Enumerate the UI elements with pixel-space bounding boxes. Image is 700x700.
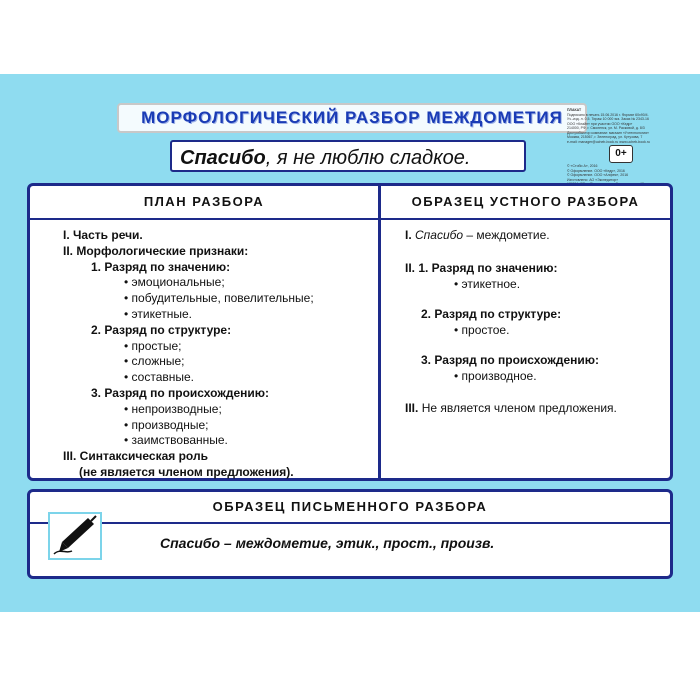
publisher-line: Подписано в печать 15.06.2016 г. Формат 60х90/4. xyxy=(567,112,649,117)
plan-line: • эмоциональные; xyxy=(124,275,225,290)
age-rating-badge: 0+ xyxy=(609,145,633,163)
plan-line: • побудительные, повелительные; xyxy=(124,291,314,306)
written-header-divider xyxy=(30,522,670,524)
plan-line: • непроизводные; xyxy=(124,401,222,416)
oral-text: – междометие. xyxy=(466,228,550,242)
column-divider xyxy=(378,186,381,478)
publisher-line: Уч.-изд. л. 0,5. Тираж 10 000 экз. Заказ № 2343-16 xyxy=(567,117,649,121)
example-sentence xyxy=(170,140,526,172)
page-title: МОРФОЛОГИЧЕСКИЙ РАЗБОР МЕЖДОМЕТИЯ xyxy=(117,103,587,133)
publisher-line: e-mail: manager@ucheb-book.ru www.ucheb-book.ru xyxy=(567,139,650,144)
oral-num: III. xyxy=(405,401,419,415)
example-rest: , я не люблю сладкое. xyxy=(265,147,471,169)
written-sample-text: Спасибо – междометие, этик., прост., произв. xyxy=(160,535,495,551)
plan-line: • заимствованные. xyxy=(124,433,228,448)
plan-header: ПЛАН РАЗБОРА xyxy=(143,194,265,209)
plan-line: 1. Разряд по значению: xyxy=(91,259,231,274)
written-sample-header: ОБРАЗЕЦ ПИСЬМЕННОГО РАЗБОРА xyxy=(212,499,488,514)
publisher-line: ООО «Клайн» при участии ООО «Кедр» xyxy=(567,121,633,126)
plan-line: (не является членом предложения). xyxy=(79,465,294,479)
publisher-line: Москва, 215067, г. Зеленоград, ул. Кутузова, 7 xyxy=(567,135,643,139)
oral-num: I. xyxy=(405,228,412,242)
plan-line: II. Морфологические признаки: xyxy=(63,243,249,258)
oral-line-1 xyxy=(405,228,550,242)
header-divider xyxy=(30,218,670,220)
publisher-info xyxy=(567,108,687,144)
plan-line: 2. Разряд по структуре: xyxy=(91,322,232,337)
oral-line-6: 3. Разряд по происхождению: xyxy=(421,353,600,367)
pen-icon xyxy=(48,512,102,560)
copyright-line: Изготовлено: АО «Экспедитор» xyxy=(567,177,619,182)
oral-word: Спасибо xyxy=(415,228,464,242)
analysis-table xyxy=(27,183,673,481)
plan-line: III. Синтаксическая роль xyxy=(63,449,208,464)
copyright-line: © Оформление. ООО «Алфея», 2016 xyxy=(567,173,629,177)
oral-sample-header: ОБРАЗЕЦ УСТНОГО РАЗБОРА xyxy=(411,194,640,209)
plan-line: • составные. xyxy=(124,370,195,385)
oral-text: Не является членом предложения. xyxy=(421,401,617,415)
plan-line: I. Часть речи. xyxy=(63,228,143,242)
oral-line-8 xyxy=(405,401,617,415)
written-sample-box xyxy=(27,489,673,579)
oral-line-4: 2. Разряд по структуре: xyxy=(421,307,562,321)
oral-line-7: • производное. xyxy=(454,369,537,383)
publisher-line: 214000, РФ, г. Смоленск, ул. М. Расковой, д. 8/3 xyxy=(567,126,645,130)
oral-line-5: • простое. xyxy=(454,323,510,337)
example-word: Спасибо xyxy=(180,147,266,169)
plan-line: • этикетные. xyxy=(124,307,193,321)
plan-line: 3. Разряд по происхождению: xyxy=(91,386,270,400)
copyright-line: © Оформление. ООО «Кедр», 2016 xyxy=(567,168,625,173)
plan-line: • простые; xyxy=(124,338,182,353)
plan-line: • производные; xyxy=(124,417,209,432)
publisher-line: ПЛАКАТ xyxy=(567,108,582,112)
oral-line-3: • этикетное. xyxy=(454,277,521,291)
plan-line: • сложные; xyxy=(124,354,185,369)
oral-line-2: II. 1. Разряд по значению: xyxy=(405,261,558,275)
publisher-line: Дистрибьютор компании: магазин «Учтехнология» xyxy=(567,130,649,135)
copyright-line: © «Стоби А», 2016 xyxy=(567,164,598,168)
